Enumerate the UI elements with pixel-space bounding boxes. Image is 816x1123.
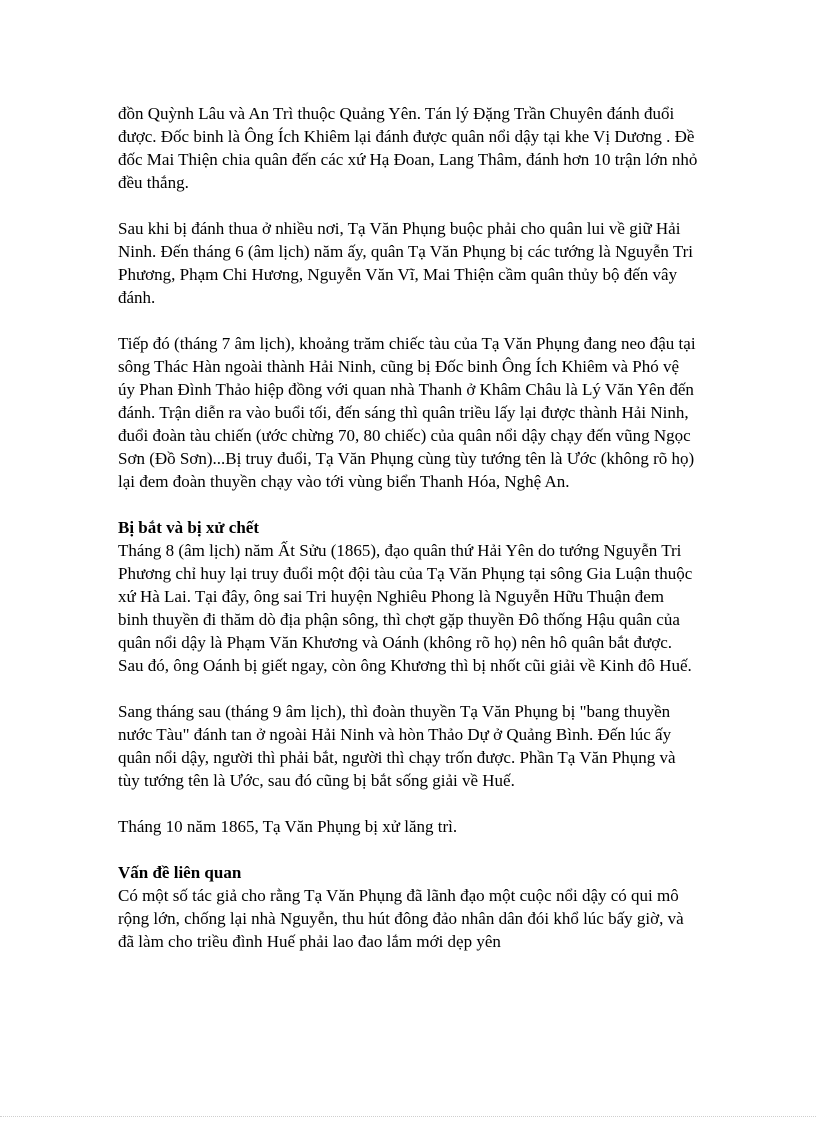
paragraph-intro-2: Sau khi bị đánh thua ở nhiều nơi, Tạ Văn Phụng buộc phải cho quân lui về giữ Hải Ninh. Đến tháng 6 (âm lịch) năm ấy, quân Tạ Văn Phụng bị các tướng là Nguyễn Tri Phương, Phạm Chi Hương, Nguyễn Văn Vĩ, Mai Thiện cầm quân thủy bộ đến vây đánh.	[118, 219, 694, 307]
paragraph-capture-3: Tháng 10 năm 1865, Tạ Văn Phụng bị xử lăng trì.	[118, 817, 458, 836]
section-heading-related: Vấn đề liên quan	[118, 863, 242, 882]
page-bottom-edge	[0, 1116, 816, 1123]
paragraph-related-1: Có một số tác giả cho rằng Tạ Văn Phụng đã lãnh đạo một cuộc nổi dậy có qui mô rộng lớn, chống lại nhà Nguyễn, thu hút đông đảo nhân dân đói khổ lúc bấy giờ, và đã làm cho triều đình Huế phải lao đao lắm mới dẹp yên	[118, 886, 684, 951]
section-heading-capture: Bị bắt và bị xử chết	[118, 518, 260, 537]
paragraph-intro-3: Tiếp đó (tháng 7 âm lịch), khoảng trăm chiếc tàu của Tạ Văn Phụng đang neo đậu tại sông Thác Hàn ngoài thành Hải Ninh, cũng bị Đốc binh Ông Ích Khiêm và Phó vệ úy Phan Đình Thảo hiệp đồng với quan nhà Thanh ở Khâm Châu là Lý Văn Yên đến đánh. Trận diễn ra vào buổi tối, đến sáng thì quân triều lấy lại được thành Hải Ninh, đuổi đoàn tàu chiến (ước chừng 70, 80 chiếc) của quân nổi dậy chạy đến vũng Ngọc Sơn (Đồ Sơn)...Bị truy đuổi, Tạ Văn Phụng cùng tùy tướng tên là Ước (không rõ họ) lại đem đoàn thuyền chạy vào tới vùng biển Thanh Hóa, Nghệ An.	[118, 334, 696, 491]
document-body	[118, 102, 698, 976]
paragraph-intro-1: đồn Quỳnh Lâu và An Trì thuộc Quảng Yên. Tán lý Đặng Trần Chuyên đánh đuổi được. Đốc binh là Ông Ích Khiêm lại đánh được quân nổi dậy tại khe Vị Dương . Đề đốc Mai Thiện chia quân đến các xứ Hạ Đoan, Lang Thâm, đánh hơn 10 trận lớn nhỏ đều thắng.	[118, 104, 698, 192]
paragraph-capture-2: Sang tháng sau (tháng 9 âm lịch), thì đoàn thuyền Tạ Văn Phụng bị "bang thuyền nước Tàu" đánh tan ở ngoài Hải Ninh và hòn Thảo Dự ở Quảng Bình. Đến lúc ấy quân nổi dậy, người thì phải bắt, người thì chạy trốn được. Phần Tạ Văn Phụng và tùy tướng tên là Ước, sau đó cũng bị bắt sống giải về Huế.	[118, 702, 676, 790]
paragraph-capture-1: Tháng 8 (âm lịch) năm Ất Sửu (1865), đạo quân thứ Hải Yên do tướng Nguyễn Tri Phương chỉ huy lại truy đuổi một đội tàu của Tạ Văn Phụng tại sông Gia Luận thuộc xứ Hà Lai. Tại đây, ông sai Tri huyện Nghiêu Phong là Nguyễn Hữu Thuận đem binh thuyền đi thăm dò địa phận sông, thì chợt gặp thuyền Đô thống Hậu quân của quân nổi dậy là Phạm Văn Khương và Oánh (không rõ họ) nên hô quân bắt được. Sau đó, ông Oánh bị giết ngay, còn ông Khương thì bị nhốt cũi giải về Kinh đô Huế.	[118, 541, 693, 675]
